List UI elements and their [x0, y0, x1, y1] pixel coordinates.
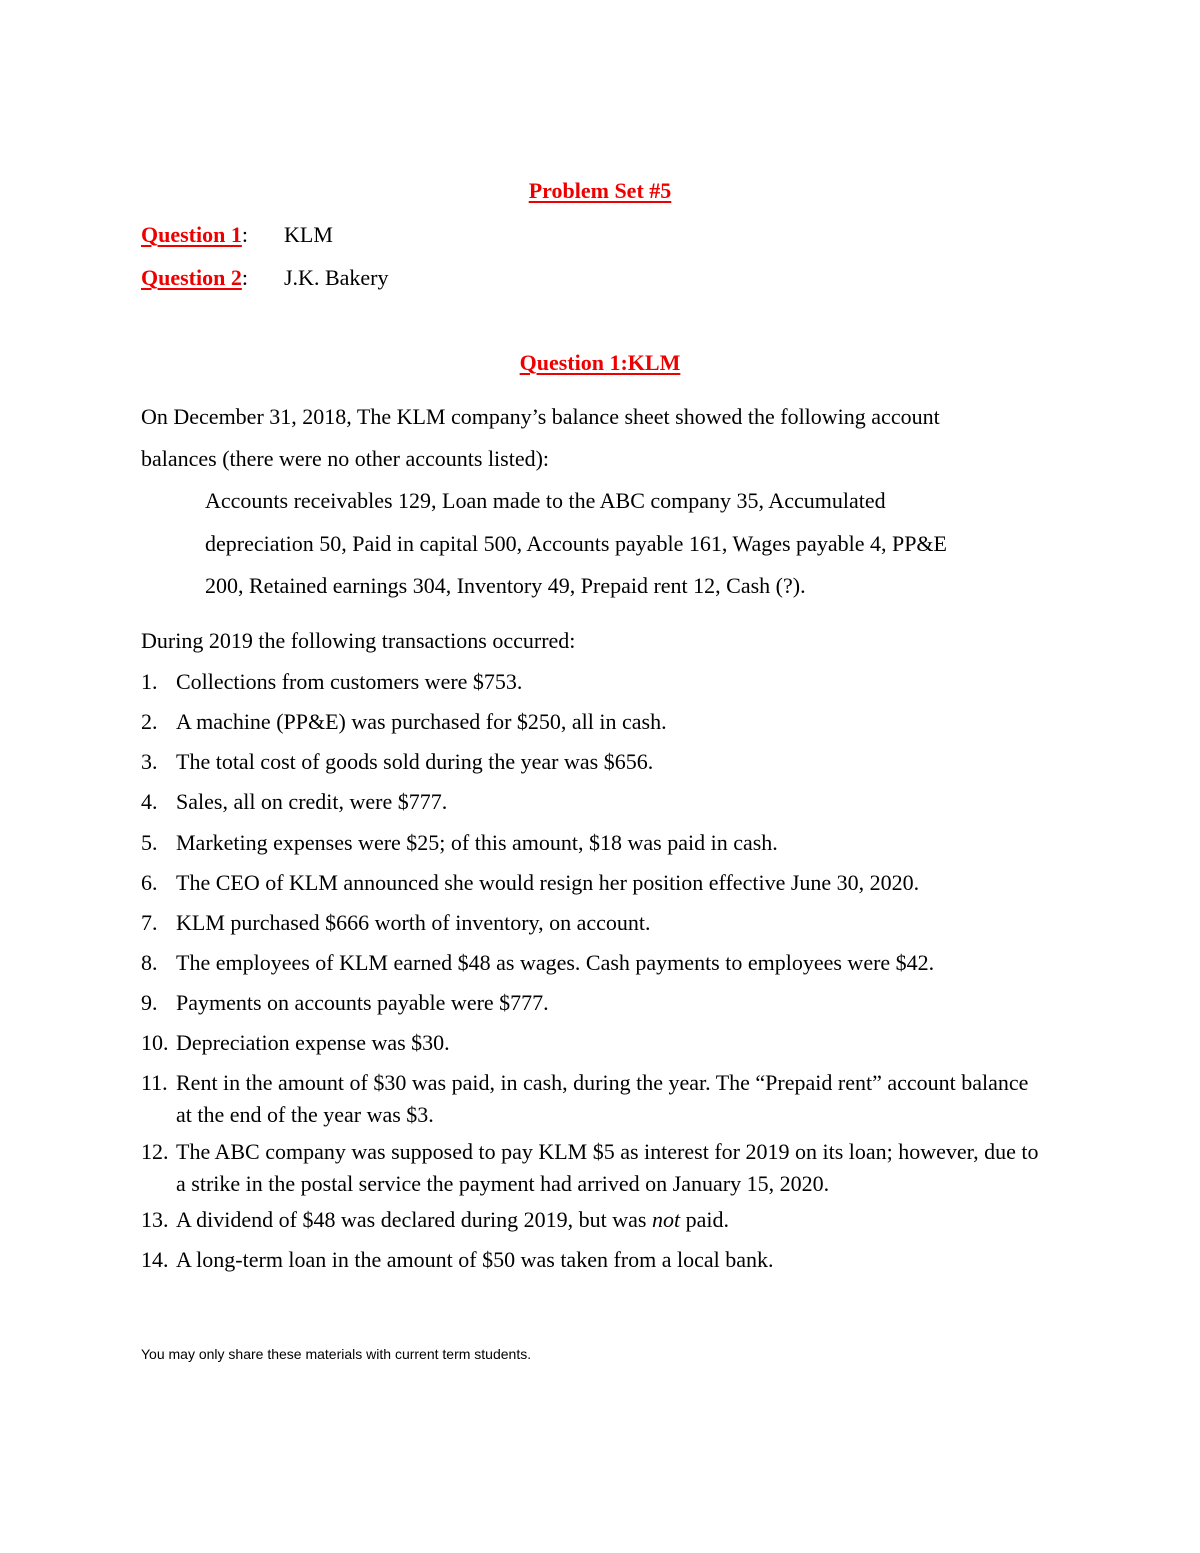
list-item-text: The total cost of goods sold during the year was $656. — [176, 749, 654, 774]
toc-value: KLM — [284, 222, 333, 247]
footer-notice: You may only share these materials with current term students. — [141, 1346, 532, 1362]
list-item-number: 14. — [141, 1247, 169, 1272]
section-title-text: Question 1:KLM — [519, 350, 681, 375]
toc-label: Question 1 — [141, 222, 242, 247]
toc-label: Question 2 — [141, 265, 242, 290]
list-item-number: 12. — [141, 1139, 169, 1164]
list-item-text: Sales, all on credit, were $777. — [176, 789, 448, 814]
list-item-text — [176, 1204, 1041, 1236]
list-item — [141, 666, 1041, 698]
list-item-number: 4. — [141, 789, 158, 814]
transactions-intro: During 2019 the following transactions occurred: — [141, 628, 576, 653]
list-item-number: 1. — [141, 669, 158, 694]
list-item — [141, 867, 1041, 899]
list-item-text: A long-term loan in the amount of $50 was taken from a local bank. — [176, 1247, 774, 1272]
list-item — [141, 1244, 1041, 1276]
list-item-text: Collections from customers were $753. — [176, 669, 523, 694]
intro-line-2: balances (there were no other accounts listed): — [141, 446, 550, 471]
list-item-number: 10. — [141, 1030, 169, 1055]
section-heading — [0, 350, 1200, 376]
list-item — [141, 827, 1041, 859]
list-item — [141, 786, 1041, 818]
list-item — [141, 947, 1041, 979]
list-item-text: KLM purchased $666 worth of inventory, on account. — [176, 910, 651, 935]
toc-item-question-1: Question 1: KLM — [141, 222, 333, 247]
list-item-number: 2. — [141, 709, 158, 734]
list-item-text: Rent in the amount of $30 was paid, in cash, during the year. The “Prepaid rent” account balance at the end of the year was $3. — [176, 1070, 1029, 1127]
list-item-text: Marketing expenses were $25; of this amount, $18 was paid in cash. — [176, 830, 778, 855]
list-item-text: A machine (PP&E) was purchased for $250, all in cash. — [176, 709, 667, 734]
list-item-text-before: A dividend of $48 was declared during 2019, but was — [176, 1207, 652, 1232]
title-text: Problem Set #5 — [528, 178, 672, 203]
list-item — [141, 1067, 1041, 1131]
intro-line-1: On December 31, 2018, The KLM company’s balance sheet showed the following account — [141, 404, 940, 429]
list-item-number: 3. — [141, 749, 158, 774]
list-item-text: The employees of KLM earned $48 as wages. Cash payments to employees were $42. — [176, 950, 935, 975]
list-item-number: 9. — [141, 990, 158, 1015]
list-item-number: 13. — [141, 1207, 169, 1232]
list-item-text: The ABC company was supposed to pay KLM $5 as interest for 2019 on its loan; however, due to a strike in the postal service the payment had arrived on January 15, 2020. — [176, 1139, 1039, 1196]
list-item-text: Payments on accounts payable were $777. — [176, 990, 549, 1015]
list-item-text-after: paid. — [680, 1207, 729, 1232]
list-item — [141, 987, 1041, 1019]
list-item-number: 6. — [141, 870, 158, 895]
list-item — [141, 1136, 1041, 1200]
list-item — [141, 1204, 1041, 1236]
list-item-text: The CEO of KLM announced she would resign her position effective June 30, 2020. — [176, 870, 920, 895]
list-item — [141, 706, 1041, 738]
list-item-number: 11. — [141, 1070, 168, 1095]
toc-value: J.K. Bakery — [284, 265, 389, 290]
list-item-number: 8. — [141, 950, 158, 975]
list-item — [141, 1027, 1041, 1059]
list-item-number: 5. — [141, 830, 158, 855]
list-item — [141, 746, 1041, 778]
toc-item-question-2: Question 2: J.K. Bakery — [141, 265, 389, 290]
balances-line-3: 200, Retained earnings 304, Inventory 49, Prepaid rent 12, Cash (?). — [205, 573, 806, 598]
balances-line-2: depreciation 50, Paid in capital 500, Accounts payable 161, Wages payable 4, PP&E — [205, 531, 947, 556]
list-item-text: Depreciation expense was $30. — [176, 1030, 450, 1055]
document-title — [0, 178, 1200, 204]
list-item-text-emphasis: not — [651, 1207, 681, 1232]
balances-line-1: Accounts receivables 129, Loan made to the ABC company 35, Accumulated — [205, 488, 886, 513]
list-item-number: 7. — [141, 910, 158, 935]
list-item — [141, 907, 1041, 939]
